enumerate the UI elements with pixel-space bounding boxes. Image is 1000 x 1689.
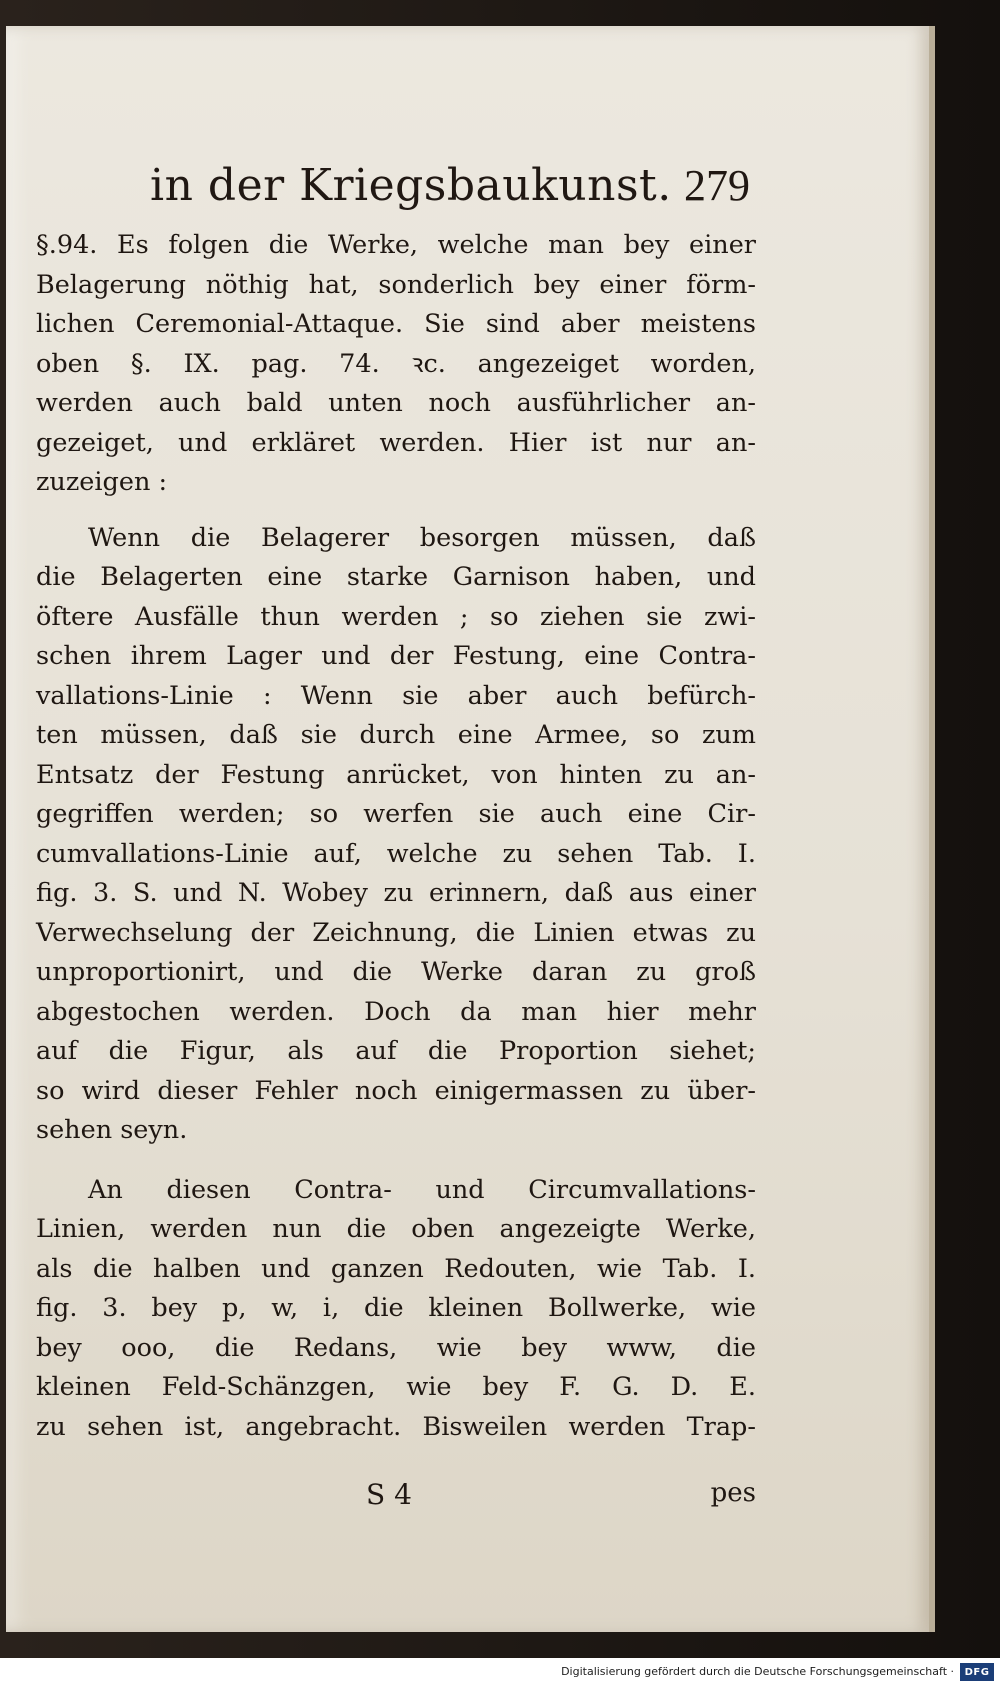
text-line: zuzeigen :	[36, 467, 168, 497]
text-line: ten müssen, daß sie durch eine Armee, so zum	[36, 720, 756, 750]
dfg-logo-icon: DFG	[960, 1663, 994, 1681]
text-line: auf die Figur, als auf die Proportion siehet;	[36, 1036, 756, 1066]
text-line: gegriffen werden; so werfen sie auch eine Cir-	[36, 799, 756, 829]
text-line: gezeiget, und erkläret werden. Hier ist nur an-	[36, 427, 756, 458]
text-line: kleinen Feld-Schänzgen, wie bey F. G. D. E.	[36, 1372, 756, 1402]
text-line: cumvallations-Linie auf, welche zu sehen Tab. I.	[36, 838, 756, 869]
paragraph-2	[36, 519, 756, 1151]
text-line: als die halben und ganzen Redouten, wie Tab. I.	[36, 1253, 756, 1284]
text-line: Entsatz der Festung anrücket, von hinten zu an-	[36, 759, 756, 790]
text-line: Verwechselung der Zeichnung, die Linien etwas zu	[36, 917, 756, 948]
text-line: Wenn die Belagerer besorgen müssen, daß	[88, 522, 756, 553]
paragraph-3	[36, 1171, 756, 1448]
text-line: vallations-Linie : Wenn sie aber auch befürch-	[36, 680, 756, 711]
funding-credit: Digitalisierung gefördert durch die Deutsche Forschungsgemeinschaft ·	[561, 1665, 954, 1678]
text-line: Linien, werden nun die oben angezeigte Werke,	[36, 1214, 756, 1244]
page-footer	[36, 1478, 756, 1518]
text-line: zu sehen ist, angebracht. Bisweilen werden Trap-	[36, 1411, 756, 1442]
text-line: An diesen Contra- und Circumvallations-	[88, 1174, 756, 1205]
text-line: fig. 3. S. und N. Wobey zu erinnern, daß aus einer	[36, 878, 756, 908]
text-line: oben §. IX. pag. 74. ꝛc. angezeiget worden,	[36, 348, 756, 379]
paragraph-1	[36, 226, 756, 503]
text-line: Belagerung nöthig hat, sonderlich bey einer förm-	[36, 269, 756, 300]
credit-bar	[0, 1658, 1000, 1689]
text-line: die Belagerten eine starke Garnison haben, und	[36, 562, 756, 592]
text-line: sehen seyn.	[36, 1115, 188, 1145]
running-title: in der Kriegsbaukunst.	[150, 160, 672, 211]
text-line: so wird dieser Fehler noch einigermassen zu über-	[36, 1075, 756, 1106]
text-line: öftere Ausfälle thun werden ; so ziehen sie zwi-	[36, 601, 756, 632]
text-line: §.94. Es folgen die Werke, welche man bey einer	[36, 230, 756, 260]
text-line: schen ihrem Lager und der Festung, eine Contra-	[36, 641, 756, 671]
text-line: unproportionirt, und die Werke daran zu groß	[36, 957, 756, 987]
text-line: bey ooo, die Redans, wie bey www, die	[36, 1332, 756, 1363]
text-line: lichen Ceremonial-Attaque. Sie sind aber meistens	[36, 309, 756, 339]
page-edge	[929, 26, 935, 1632]
body-text	[36, 226, 756, 1447]
catchword: pes	[710, 1478, 756, 1508]
text-line: fig. 3. bey p, w, i, die kleinen Bollwerke, wie	[36, 1293, 756, 1323]
text-line: abgestochen werden. Doch da man hier mehr	[36, 996, 756, 1027]
page-header	[150, 160, 750, 211]
page-number: 279	[684, 161, 750, 210]
text-line: werden auch bald unten noch ausführlicher an-	[36, 388, 756, 418]
signature-mark: S 4	[366, 1478, 412, 1511]
